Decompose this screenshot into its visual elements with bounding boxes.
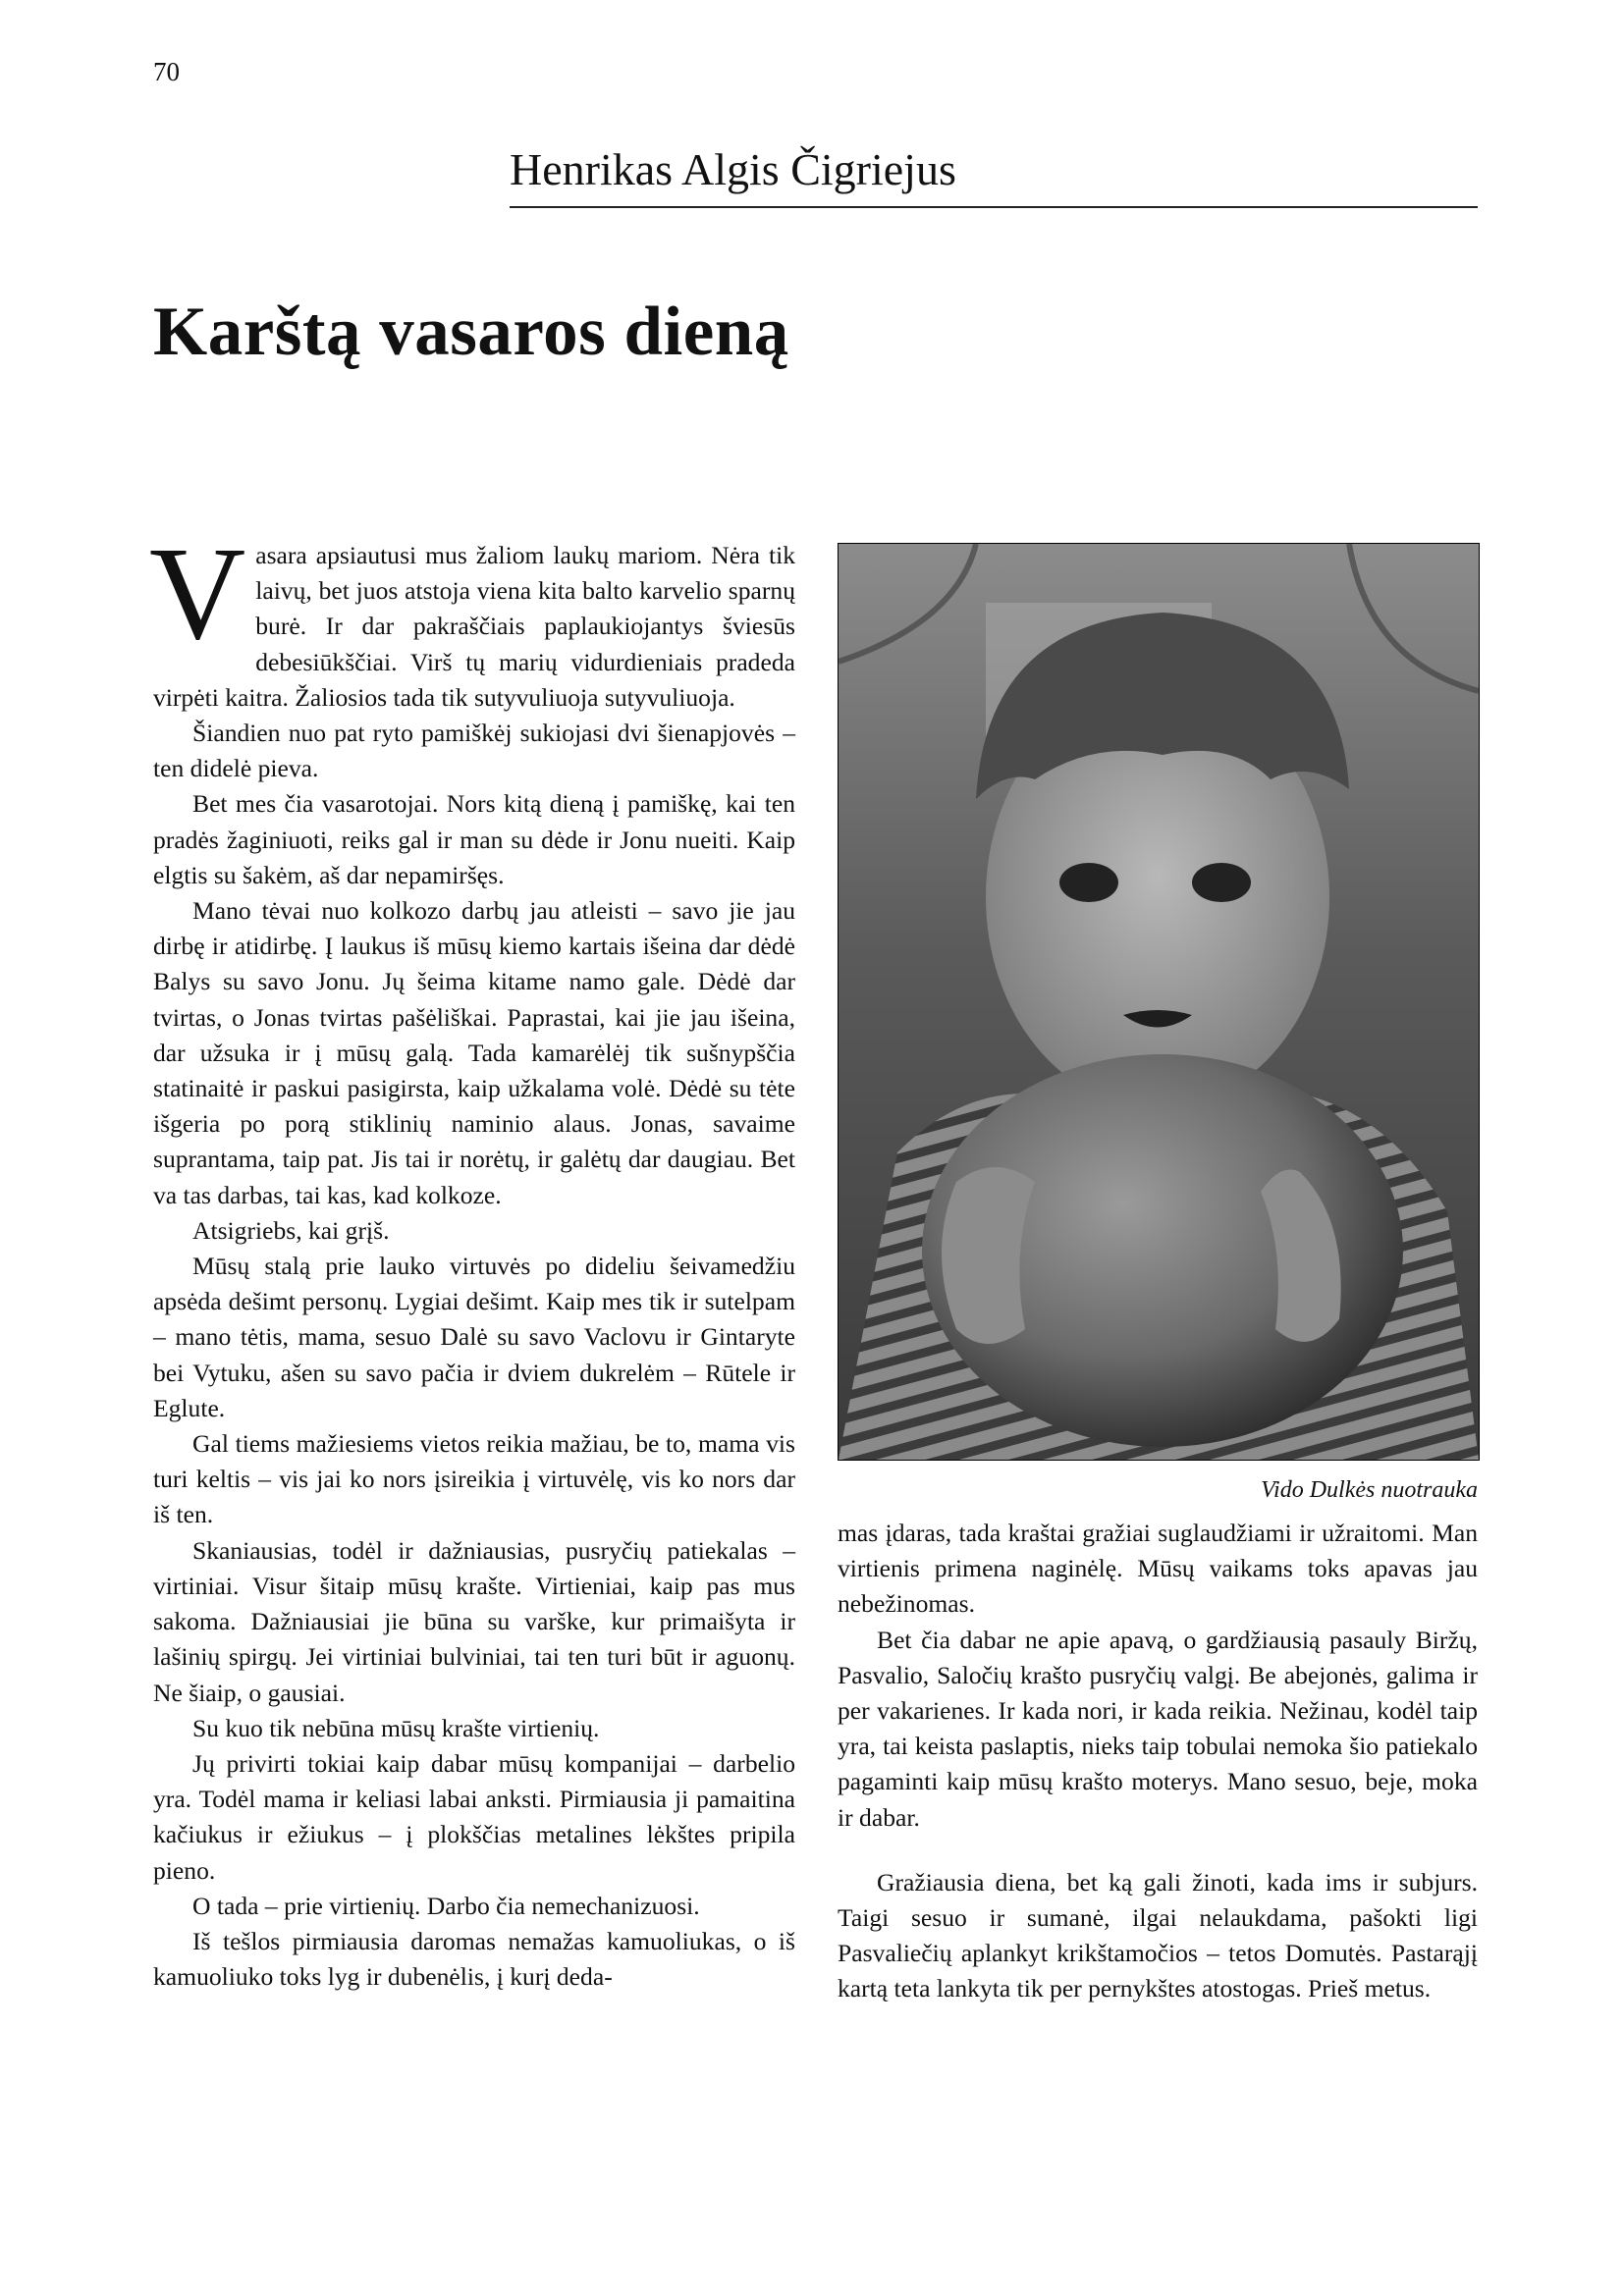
paragraph: Bet mes čia vasarotojai. Nors kitą dieną į pamiškę, kai ten pradės žaginiuoti, reiks gal ir man su dėde ir Jonu nueiti. Kaip elgtis su šakėm, aš dar nepamiršęs. (153, 789, 795, 889)
page-number: 70 (153, 57, 180, 86)
drop-cap: V (149, 520, 246, 667)
right-column (838, 1516, 1478, 2007)
left-column (149, 520, 795, 1995)
paragraph: O tada – prie virtienių. Darbo čia nemechanizuosi. (192, 1891, 700, 1920)
author-name: Henrikas Algis Čigriejus (510, 147, 1478, 208)
article-title: Karštą vasaros dieną (153, 294, 789, 370)
paragraph: Iš tešlos pirmiausia daromas nemažas kamuoliukas, o iš kamuoliuko toks lyg ir dubenėlis, į kurį deda- (153, 1926, 795, 1992)
paragraph: Su kuo tik nebūna mūsų krašte virtienių. (192, 1713, 600, 1742)
photo-caption: Vido Dulkės nuotrauka (1261, 1477, 1478, 1503)
paragraph: mas įdaras, tada kraštai gražiai suglaudžiami ir užraitomi. Man virtienis primena naginėlę. Mūsų vaikams toks apavas jau nebežinomas. (838, 1519, 1478, 1619)
paragraph: Skaniausias, todėl ir dažniausias, pusryčių patiekalas – virtiniai. Visur šitaip mūsų krašte. Virtieniai, kaip pas mus sakoma. Dažniausiai jie būna su varške, kur primaišyta ir lašinių spirgų. Jei virtiniai bulviniai, tai ten turi būt ir aguonų. Ne šiaip, o gausiai. (153, 1535, 795, 1707)
paragraph (149, 520, 795, 716)
paragraph: Gražiausia diena, bet ką gali žinoti, kada ims ir subjurs. Taigi sesuo ir sumanė, ilgai nelaukdama, pašokti ligi Pasvaliečių aplankyt krikštamočios – tetos Domutės. Pastarąjį kartą teta lankyta tik per pernykštes atostogas. Prieš metus. (838, 1867, 1478, 2003)
paragraph: Bet čia dabar ne apie apavą, o gardžiausią pasauly Biržų, Pasvalio, Saločių krašto pusryčių valgį. Be abejonės, galima ir per vakarienes. Ir kada nori, ir kada reikia. Nežinau, kodėl taip yra, tai keista paslaptis, nieks taip tobulai nemoka šio patiekalo pagaminti kaip mūsų krašto moterys. Mano sesuo, beje, moka ir dabar. (838, 1625, 1478, 1832)
paragraph: Mano tėvai nuo kolkozo darbų jau atleisti – savo jie jau dirbę ir atidirbę. Į laukus iš mūsų kiemo kartais išeina dar dėdė Balys su savo Jonu. Jų šeima kitame namo gale. Dėdė dar tvirtas, o Jonas tvirtas pašėliškai. Paprastai, kai jie jau išeina, dar užsuka ir į mūsų galą. Tada kamarėlėj tik sušnypščia statinaitė ir paskui pasigirsta, kaip užkalama volė. Dėdė su tėte išgeria po porą stiklinių naminio alaus. Jonas, savaime suprantama, taip pat. Jis tai ir norėtų, ir galėtų dar daugiau. Bet va tas darbas, tai kas, kad kolkoze. (153, 896, 795, 1209)
paragraph: Jų privirti tokiai kaip dabar mūsų kompanijai – darbelio yra. Todėl mama ir keliasi labai anksti. Pirmiausia ji pamaitina kačiukus ir ežiukus – į plokščias metalines lėkštes pripila pieno. (153, 1748, 795, 1885)
paragraph-text: asara apsiautusi mus žaliom laukų mariom. Nėra tik laivų, bet juos atstoja viena kita balto karvelio sparnų burė. Ir dar pakraščiais paplaukiojantys šviesūs debesiūkščiai. Virš tų marių vidurdieniais pradeda virpėti kaitra. Žaliosios tada tik sutyvuliuoja sutyvuliuoja. (153, 541, 795, 712)
paragraph: Mūsų stalą prie lauko virtuvės po dideliu šeivamedžiu apsėda dešimt personų. Lygiai dešimt. Kaip mes tik ir sutelpam – mano tėtis, mama, sesuo Dalė su savo Vaclovu ir Gintaryte bei Vytuku, ašen su savo pačia ir dviem dukrelėm – Rūtele ir Eglute. (153, 1252, 795, 1422)
paragraph: Gal tiems mažiesiems vietos reikia mažiau, be to, mama vis turi keltis – vis jai ko nors įsireikia į virtuvėlę, vis ko nors dar iš ten. (153, 1429, 795, 1529)
paragraph: Šiandien nuo pat ryto pamiškėj sukiojasi dvi šienapjovės – ten didelė pieva. (153, 719, 795, 783)
photo-child-with-ball (838, 543, 1480, 1461)
paragraph: Atsigriebs, kai grįš. (192, 1215, 390, 1245)
